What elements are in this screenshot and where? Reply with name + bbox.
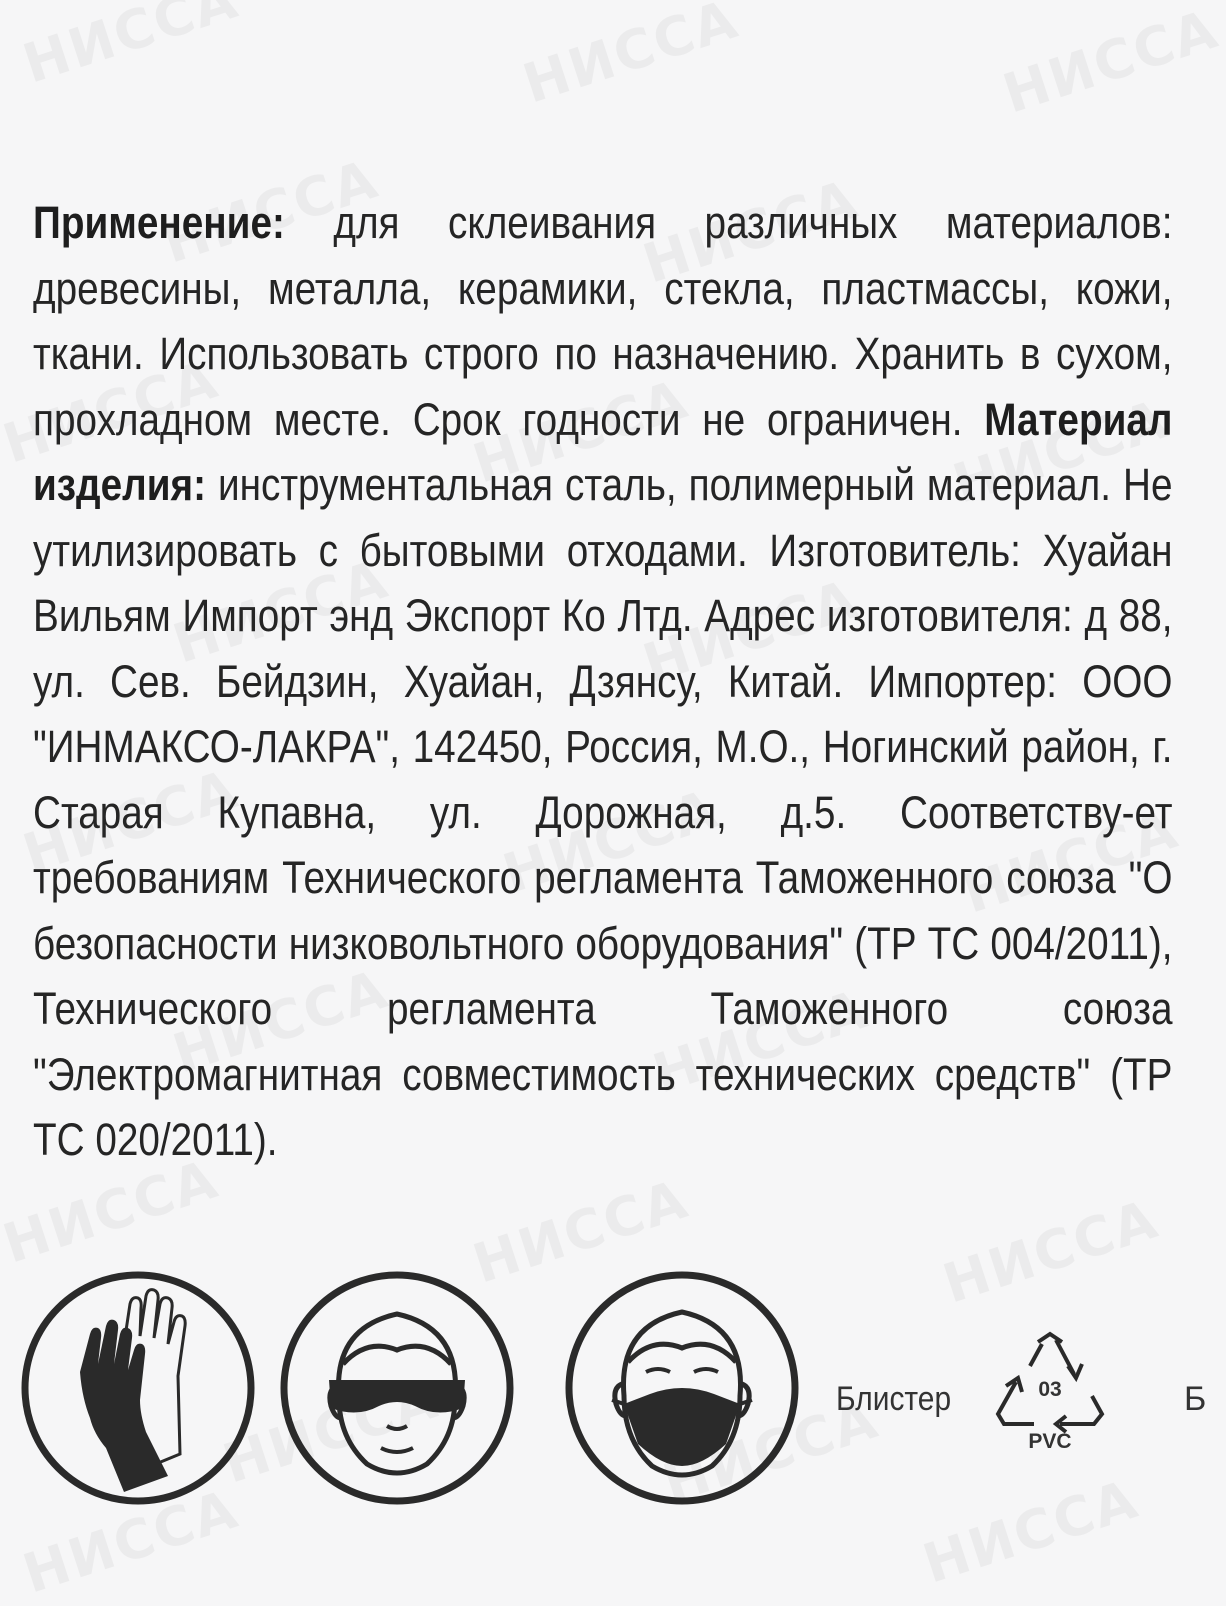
packaging-label: Блистер (836, 1380, 952, 1418)
watermark (16, 0, 246, 96)
cut-off-text: Б (1184, 1380, 1207, 1418)
watermark (936, 1187, 1166, 1315)
material-text: инструментальная сталь, полимерный материал. Не утилизировать с бытовыми отходами. Изготовитель: Хуайан Вильям Импорт энд Экспорт Ко Лтд. Адрес изготовителя: д 88, ул. Сев. Бейдзин, Хуайан, Дзянсу, Китай. Импортер: ООО "ИНМАКСО-ЛАКРА", 142450, Россия, М.О., Ногинский район, г. Старая Купавна, ул. Дорожная, д.5. Соответству-ет требованиям Технического регламента Таможенного союза "О безопасности низковольтного оборудования" (ТР ТС 004/2011), Технического регламента Таможенного союза "Электромагнитная совместимость технических средств" (ТР ТС 020/2011). (33, 459, 1173, 1165)
goggles-icon (277, 1268, 517, 1508)
watermark (916, 1467, 1146, 1595)
material-label: Материал изделия: (33, 393, 1173, 510)
recycle-material: PVC (1028, 1430, 1072, 1453)
gloves-icon (18, 1268, 258, 1508)
usage-label: Применение: (33, 197, 285, 248)
usage-text: для склеивания различных материалов: древесины, металла, керамики, стекла, пластмассы, кожи, ткани. Использовать строго по назначению. Хранить в сухом, прохладном месте. Срок годности не ограничен. (33, 197, 1173, 445)
product-description (33, 190, 1173, 1173)
watermark (516, 0, 746, 116)
recycle-icon (990, 1332, 1110, 1458)
watermark (996, 0, 1226, 126)
recycle-code: 03 (1038, 1378, 1062, 1401)
face-mask-icon (562, 1268, 802, 1508)
